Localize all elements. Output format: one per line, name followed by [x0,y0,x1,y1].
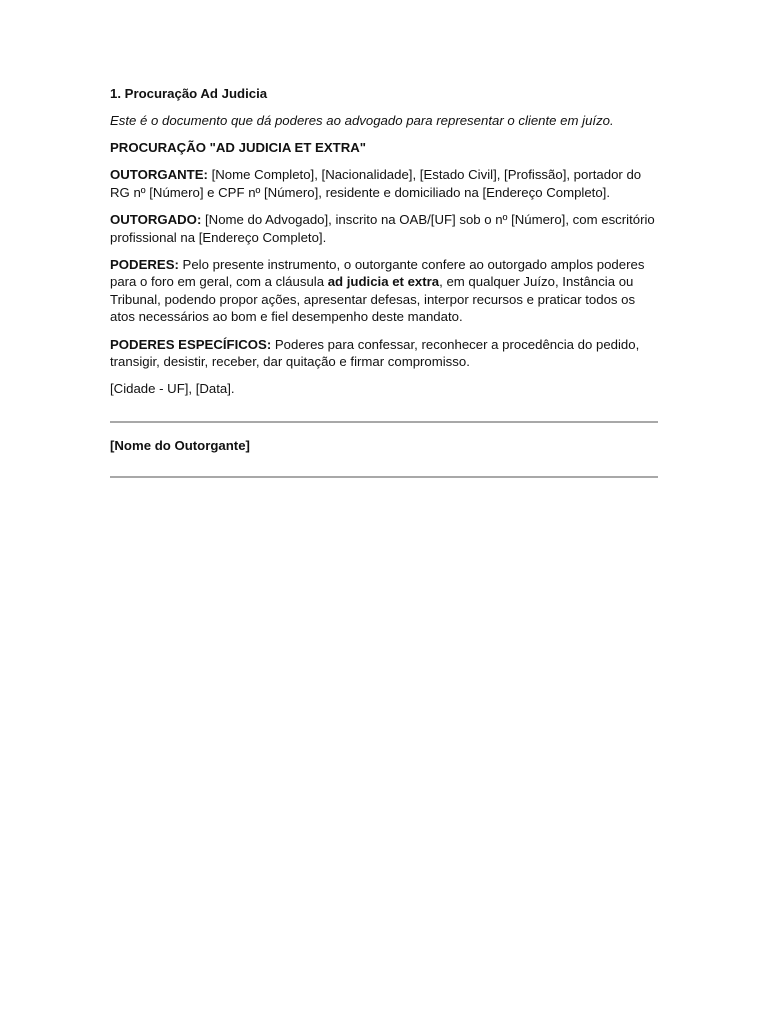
outorgante-label: OUTORGANTE: [110,167,208,183]
signature-line-top [110,421,658,423]
poderes-clause: ad judicia et extra [327,274,440,290]
poderes-especificos-label: PODERES ESPECÍFICOS: [110,336,272,352]
signatory-name: [Nome do Outorgante] [110,438,250,453]
signature-line-bottom [110,476,658,478]
document-title: PROCURAÇÃO "AD JUDICIA ET EXTRA" [110,140,366,156]
outorgado-paragraph [110,211,658,246]
poderes-especificos-paragraph [110,336,658,371]
outorgado-label: OUTORGADO: [110,211,202,227]
poderes-text-after: , em qualquer Juízo, Instância ou Tribunal, podendo propor ações, apresentar defesas, interpor recursos e praticar todos os atos necessários ao bom e fiel desempenho deste mandato. [110,274,636,325]
document-body [110,85,658,407]
place-date: [Cidade - UF], [Data]. [110,381,235,397]
document-heading: 1. Procuração Ad Judicia [110,86,268,101]
poderes-label: PODERES: [110,256,179,272]
outorgante-paragraph [110,166,658,201]
document-intro: Este é o documento que dá poderes ao advogado para representar o cliente em juízo. [110,113,614,129]
poderes-text-before: Pelo presente instrumento, o outorgante confere ao outorgado amplos poderes para o foro em geral, com a cláusula [110,256,645,290]
outorgado-text: [Nome do Advogado], inscrito na OAB/[UF] sob o nº [Número], com escritório profissional na [Endereço Completo]. [110,211,655,245]
poderes-paragraph [110,256,658,326]
outorgante-text: [Nome Completo], [Nacionalidade], [Estado Civil], [Profissão], portador do RG nº [Número] e CPF nº [Número], residente e domiciliado na [Endereço Completo]. [110,167,642,200]
poderes-especificos-text: Poderes para confessar, reconhecer a procedência do pedido, transigir, desistir, receber, dar quitação e firmar compromisso. [110,336,640,370]
